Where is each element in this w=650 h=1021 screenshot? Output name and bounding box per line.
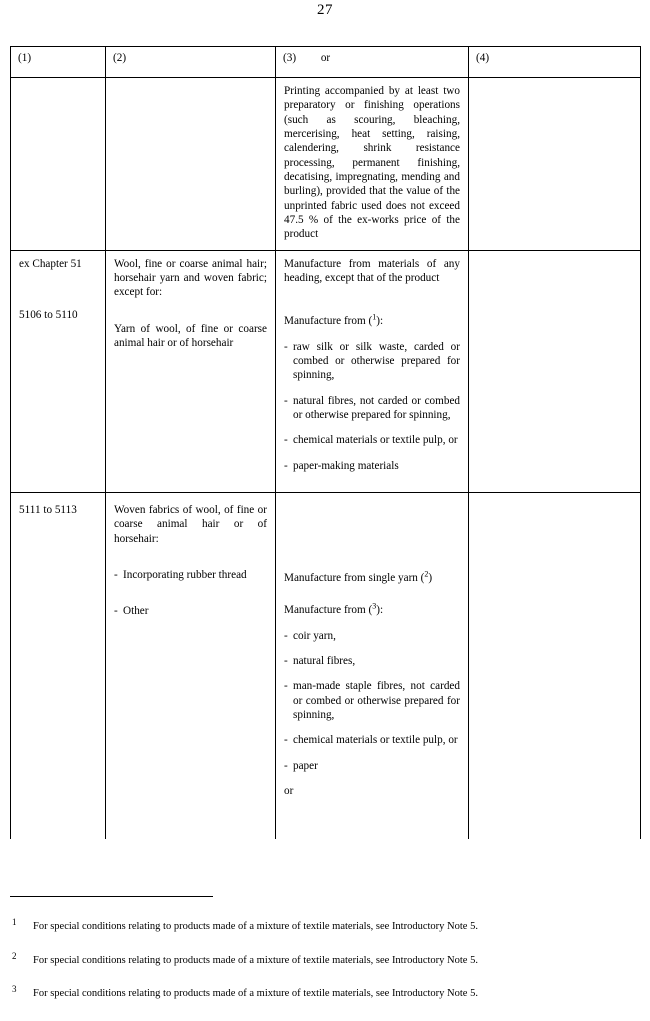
row3-description-item-1: Other bbox=[123, 605, 149, 618]
footnote-text: For special conditions relating to products made of a mixture of textile materials, see Introductory Note 5. bbox=[33, 921, 478, 932]
row1-alternative-text bbox=[469, 78, 640, 92]
header-label-3: (3) bbox=[283, 52, 297, 64]
bullet-dash-icon: - bbox=[284, 680, 288, 693]
bullet-dash-icon: - bbox=[284, 434, 288, 447]
row1-description-text bbox=[106, 78, 275, 92]
row3-working-trailing-or: or bbox=[284, 784, 294, 797]
row3-description-item-0: Incorporating rubber thread bbox=[123, 568, 247, 581]
row3-bullet-2: man-made staple fibres, not carded or combed or otherwise prepared for spinning, bbox=[293, 680, 460, 721]
row2-bullet-1: natural fibres, not carded or combed or otherwise prepared for spinning, bbox=[293, 394, 460, 421]
header-label-4: (4) bbox=[476, 52, 490, 64]
header-cell-3 bbox=[276, 47, 469, 78]
row2-description-wool: Wool, fine or coarse animal hair; horsehair yarn and woven fabric; except for: bbox=[114, 257, 267, 299]
footnote-item bbox=[10, 950, 630, 968]
footnote-number: 2 bbox=[12, 950, 17, 961]
bullet-dash-icon: - bbox=[284, 459, 288, 472]
row3-working-lead-tail: ): bbox=[376, 604, 384, 617]
footnote-item bbox=[10, 984, 630, 1001]
row2-cell-working bbox=[276, 250, 469, 492]
row1-heading-text bbox=[11, 78, 105, 92]
footnote-number: 1 bbox=[12, 917, 17, 927]
bullet-dash-icon: - bbox=[284, 340, 288, 353]
header-cell-4 bbox=[469, 47, 641, 78]
row2-bullet-2: chemical materials or textile pulp, or bbox=[293, 434, 458, 447]
bullet-dash-icon: - bbox=[284, 654, 288, 667]
footnote-ref-3: 3 bbox=[372, 601, 377, 611]
row1-cell-description bbox=[106, 78, 276, 251]
row3-bullet-4: paper bbox=[293, 759, 318, 772]
footnote-ref-1: 1 bbox=[372, 312, 377, 322]
header-label-1: (1) bbox=[18, 52, 32, 64]
row3-bullet-0: coir yarn, bbox=[293, 629, 336, 642]
bullet-dash-icon: - bbox=[114, 605, 118, 618]
row3-working-group bbox=[276, 493, 468, 806]
row2-alternative-text bbox=[469, 251, 640, 265]
row3-description-gap bbox=[114, 557, 267, 568]
list-item bbox=[284, 340, 460, 383]
row2-cell-alternative bbox=[469, 250, 641, 492]
row2-working-lead-tail: ): bbox=[376, 315, 384, 328]
footnote-list bbox=[10, 917, 630, 1021]
list-item bbox=[284, 759, 460, 773]
row2-bullet-3: paper-making materials bbox=[293, 459, 399, 472]
footnote-item bbox=[10, 917, 630, 934]
row3-cell-description bbox=[106, 492, 276, 839]
list-item bbox=[284, 629, 460, 643]
row3-heading-5111-5113: 5111 to 5113 bbox=[19, 503, 77, 516]
row2-bullet-0: raw silk or silk waste, carded or combed or otherwise prepared for spinning, bbox=[293, 340, 460, 382]
row2-heading-group bbox=[11, 251, 105, 331]
row3-working-top-gap bbox=[284, 503, 460, 571]
list-item bbox=[284, 394, 460, 423]
bullet-dash-icon: - bbox=[284, 629, 288, 642]
row1-cell-alternative bbox=[469, 78, 641, 251]
table-row bbox=[11, 492, 641, 839]
table-row bbox=[11, 78, 641, 251]
row2-heading-gap bbox=[19, 282, 97, 308]
row3-description-heading: Woven fabrics of wool, of fine or coarse animal hair or of horsehair: bbox=[114, 503, 267, 545]
row3-working-single-yarn bbox=[284, 571, 460, 585]
list-item bbox=[284, 733, 460, 747]
row3-working-single-yarn-lead: Manufacture from single yarn ( bbox=[284, 571, 425, 584]
table-header-row bbox=[11, 47, 641, 78]
row3-working-single-yarn-tail: ) bbox=[428, 571, 433, 584]
row2-description-yarn: Yarn of wool, of fine or coarse animal hair or of horsehair bbox=[114, 322, 267, 349]
row3-cell-heading bbox=[11, 492, 106, 839]
list-item bbox=[284, 433, 460, 447]
list-item bbox=[114, 604, 267, 618]
row1-cell-working bbox=[276, 78, 469, 251]
bullet-dash-icon: - bbox=[284, 394, 288, 407]
footnote-ref-2: 2 bbox=[424, 569, 429, 579]
table-row bbox=[11, 250, 641, 492]
bullet-dash-icon: - bbox=[114, 568, 118, 581]
list-item bbox=[284, 459, 460, 473]
row3-working-manufacture-from-lead bbox=[284, 603, 460, 617]
row2-description-group bbox=[106, 251, 275, 359]
list-item bbox=[114, 568, 267, 582]
list-item bbox=[284, 654, 460, 668]
row1-cell-heading bbox=[11, 78, 106, 251]
row2-working-manufacture-from-lead bbox=[284, 314, 460, 328]
row3-alternative-text bbox=[469, 493, 640, 507]
origin-rules-table bbox=[10, 46, 641, 839]
row2-working-lead-text: Manufacture from ( bbox=[284, 315, 373, 328]
row3-bullet-1: natural fibres, bbox=[293, 654, 356, 667]
row2-cell-description bbox=[106, 250, 276, 492]
row2-working-manufacture-any-heading: Manufacture from materials of any heading, except that of the product bbox=[284, 257, 460, 284]
row3-cell-working bbox=[276, 492, 469, 839]
header-label-2: (2) bbox=[113, 52, 127, 64]
page-number: 27 bbox=[317, 2, 333, 18]
row2-working-group bbox=[276, 251, 468, 492]
row3-description-group bbox=[106, 493, 275, 638]
list-item bbox=[284, 679, 460, 722]
row3-working-lead-text: Manufacture from ( bbox=[284, 604, 373, 617]
row2-cell-heading bbox=[11, 250, 106, 492]
row2-heading-exchapter51: ex Chapter 51 bbox=[19, 257, 82, 270]
header-label-or: or bbox=[320, 51, 331, 64]
row3-cell-alternative bbox=[469, 492, 641, 839]
bullet-dash-icon: - bbox=[284, 734, 288, 747]
footnote-number: 3 bbox=[12, 984, 17, 995]
row2-heading-5106-5110: 5106 to 5110 bbox=[19, 308, 78, 321]
row1-working-text: Printing accompanied by at least two preparatory or finishing operations (such as scouring, bleaching, mercerising, heat setting, raising, calendering, shrink resistance processing, permanent finishing, decatising, impregnating, mending and burling), provided that the value of the unprinted fabric used does not exceed 47.5 % of the ex-works price of the product bbox=[284, 85, 460, 241]
bullet-dash-icon: - bbox=[284, 759, 288, 772]
footnote-separator-rule bbox=[10, 896, 213, 897]
row3-bullet-3: chemical materials or textile pulp, or bbox=[293, 734, 458, 747]
footnote-text: For special conditions relating to products made of a mixture of textile materials, see Introductory Note 5. bbox=[33, 954, 478, 966]
row2-description-gap bbox=[114, 311, 267, 322]
footnote-text: For special conditions relating to products made of a mixture of textile materials, see Introductory Note 5. bbox=[33, 988, 478, 1000]
